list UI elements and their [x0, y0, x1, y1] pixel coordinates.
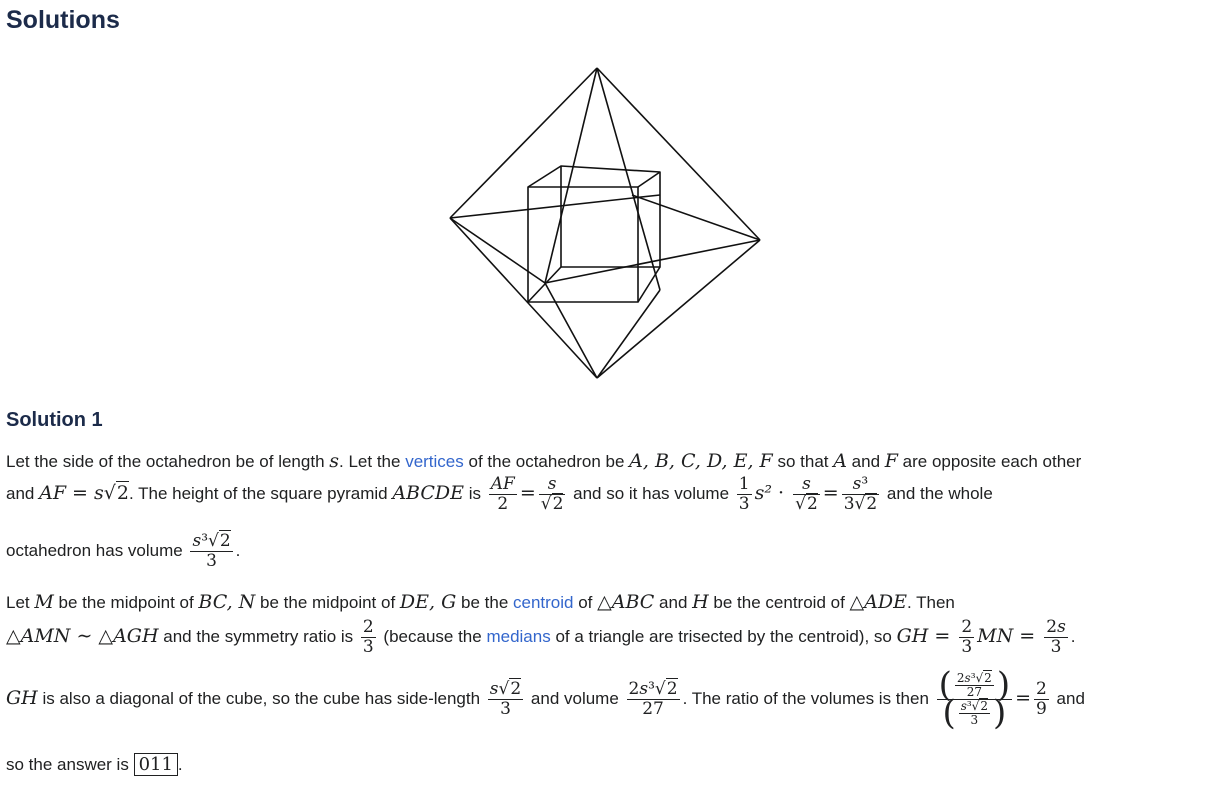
- cube-edge: [528, 166, 561, 187]
- oct-edge: [545, 68, 597, 283]
- line-7: so the answer is 011 .: [6, 754, 183, 775]
- line-2: and AF = s√2. The height of the square pyramid ABCDE is $\frac{AF}{2}$ = $\frac{s}{√2}$ and so it has volume $\frac{1}{3}$ s² · $\frac{s}{√2}$ = $\frac{\text{s³}}{3√2}$ and the whole: [6, 474, 993, 514]
- frac-s-sqrt2-b: $\frac{s}{√2}$: [795, 474, 818, 514]
- frac-2-3: $\frac{2}{3}$: [362, 617, 374, 657]
- frac-cube-side: $\frac{s√2}{3}$: [489, 679, 522, 719]
- frac-2-3-b: $\frac{2}{3}$: [961, 617, 973, 657]
- frac-2s-3: $\frac{2s}{3}$: [1046, 617, 1066, 657]
- answer-box: 011: [134, 753, 178, 776]
- line-4: Let M be the midpoint of BC, N be the midpoint of DE, G be the centroid of △ABC and H be the centroid of △ADE. Then: [6, 591, 955, 613]
- vertices-link[interactable]: vertices: [405, 452, 464, 471]
- line-3: octahedron has volume $\frac{\text{s³√2}}{3}$ .: [6, 531, 241, 571]
- oct-edge: [450, 218, 597, 378]
- oct-edge: [450, 218, 545, 283]
- cube-edge: [528, 267, 561, 302]
- frac-volume-ratio: ( $\frac{\text{2s³√2}}{27}$ ) ( $\frac{\text{s³√2}}{3}$ ): [938, 665, 1011, 733]
- frac-af-2: $\frac{AF}{2}$: [490, 474, 515, 514]
- cube-back-face: [561, 166, 660, 267]
- frac-s3-3sqrt2: $\frac{\text{s³}}{3√2}$: [843, 474, 878, 514]
- oct-edge: [545, 240, 760, 283]
- oct-edge: [597, 240, 760, 378]
- frac-s-sqrt2: $\frac{s}{√2}$: [540, 474, 564, 514]
- oct-edge: [450, 195, 660, 218]
- solution1-heading: Solution 1: [6, 409, 103, 431]
- frac-cube-volume: $\frac{\text{2s³√2}}{27}$: [628, 679, 678, 719]
- oct-edge: [632, 195, 760, 240]
- line-1: Let the side of the octahedron be of length s. Let the vertices of the octahedron be A, B, C, D, E, F so that A and F are opposite each other: [6, 450, 1082, 472]
- frac-octa-volume: $\frac{\text{s³√2}}{3}$: [192, 531, 231, 571]
- line-5: △AMN ∼ △AGH and the symmetry ratio is $\frac{2}{3}$ (because the medians of a triangle are trisected by the centroid), so GH = $\frac{2}{3}$ MN = $\frac{2s}{3}$ .: [6, 617, 1076, 657]
- centroid-link[interactable]: centroid: [513, 593, 574, 612]
- frac-1-3: $\frac{1}{3}$: [738, 474, 750, 514]
- oct-edge: [597, 290, 660, 378]
- line-6: GH is also a diagonal of the cube, so the cube has side-length $\frac{s√2}{3}$ and volume $\frac{\text{2s³√2}}{27}$ . The ratio of the volumes is then ( $\frac{\text{2s³√2}}{27}$ ) ( $\frac{\text{s³√2}}{3}$ ) = $\frac{2}{9}$ and: [6, 665, 1085, 733]
- cube-edge: [638, 172, 660, 187]
- frac-2-9: $\frac{2}{9}$: [1036, 679, 1047, 719]
- octahedron-cube-figure: [440, 60, 770, 390]
- medians-link[interactable]: medians: [486, 626, 551, 646]
- oct-edge: [450, 68, 597, 218]
- cube-edge: [638, 267, 660, 302]
- solutions-heading: Solutions: [6, 6, 120, 34]
